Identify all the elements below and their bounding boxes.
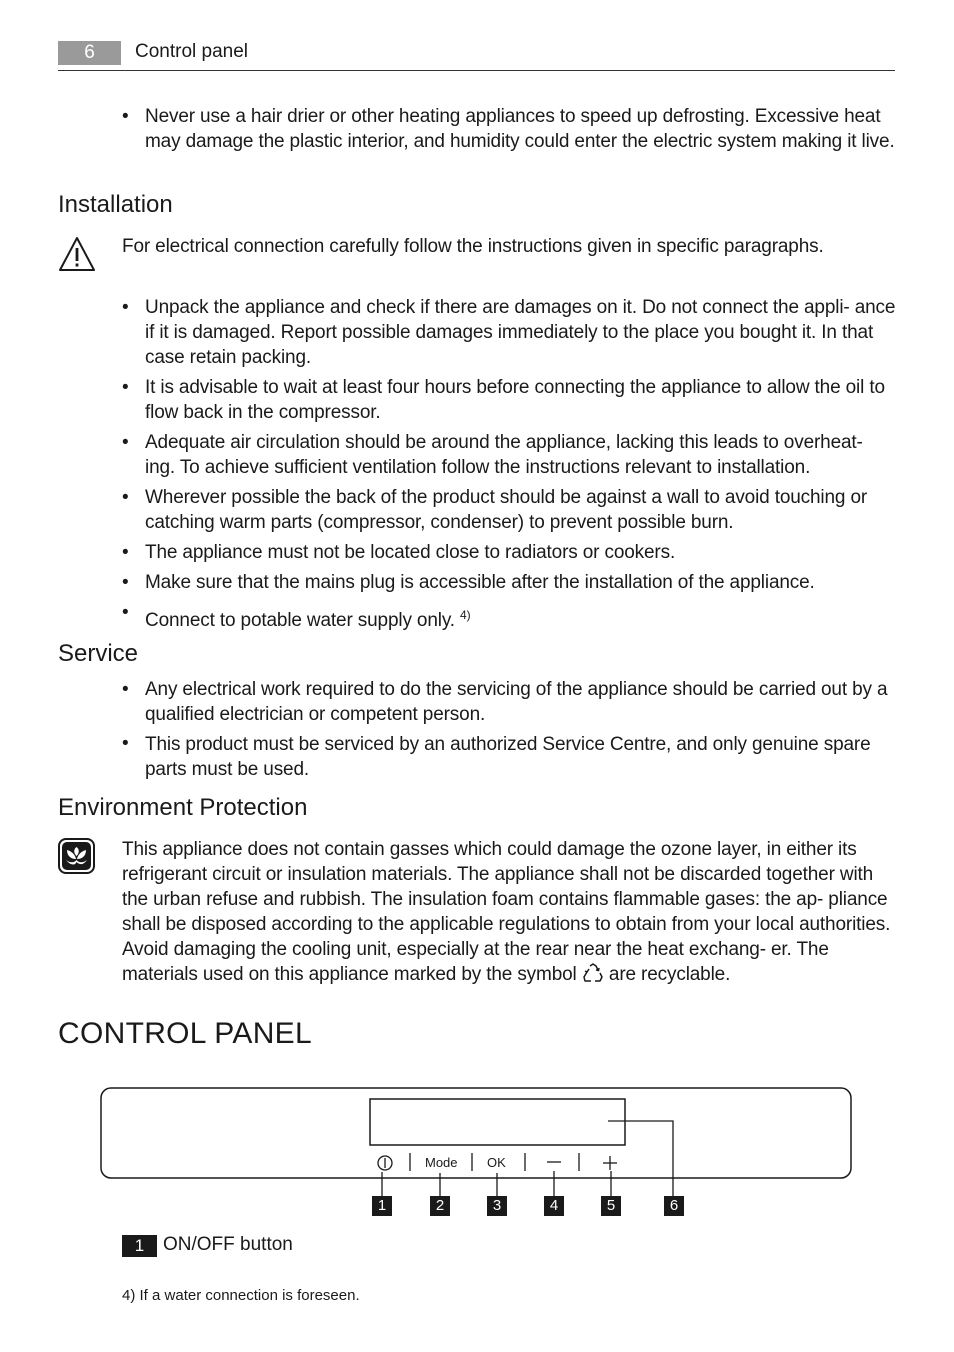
mode-button-label: Mode (425, 1155, 458, 1170)
legend-number: 1 (122, 1235, 157, 1257)
environment-heading: Environment Protection (58, 794, 308, 821)
installation-item: The appliance must not be located close to radiators or cookers. (145, 542, 676, 563)
callout-number: 2 (430, 1196, 450, 1216)
installation-item: Make sure that the mains plug is accessible after the installation of the appliance. (145, 572, 815, 593)
callout-number: 3 (487, 1196, 507, 1216)
service-heading: Service (58, 640, 139, 667)
bullet-marker: • (122, 679, 129, 700)
bullet-marker: • (122, 377, 129, 398)
installation-item-text: Connect to potable water supply only. (145, 610, 455, 631)
installation-item: Wherever possible the back of the product should be against a wall to avoid touching or catching warm parts (compressor, condenser) to prevent possible burn. (145, 487, 868, 533)
control-panel-outline (101, 1088, 851, 1178)
service-item: Any electrical work required to do the servicing of the appliance should be carried out by a qualified electrician or competent person. (145, 679, 888, 725)
callout-number: 1 (372, 1196, 392, 1216)
callout-number: 6 (664, 1196, 684, 1216)
bullet-marker: • (122, 572, 129, 593)
page-number-tab: 6 (58, 41, 121, 65)
callout-number: 4 (544, 1196, 564, 1216)
bullet-marker: • (122, 106, 129, 127)
display-window (370, 1099, 625, 1145)
bullet-marker: • (122, 733, 129, 754)
intro-bullet-text: Never use a hair drier or other heating appliances to speed up defrosting. Excessive heat may damage the plastic interior, and humidity could enter the electric system making it live. (145, 106, 895, 152)
installation-item: It is advisable to wait at least four hours before connecting the appliance to allow the oil to flow back in the compressor. (145, 377, 885, 423)
bullet-marker: • (122, 432, 129, 453)
installation-heading: Installation (58, 191, 173, 218)
footnote-reference: 4) (460, 608, 471, 622)
footnote: 4) If a water connection is foreseen. (122, 1287, 360, 1304)
callout-number: 5 (601, 1196, 621, 1216)
plus-icon (603, 1156, 617, 1170)
service-item: This product must be serviced by an authorized Service Centre, and only genuine spare parts must be used. (145, 734, 871, 780)
power-icon (378, 1156, 392, 1170)
ok-button-label: OK (487, 1155, 506, 1170)
legend-label: ON/OFF button (163, 1234, 293, 1255)
bullet-marker: • (122, 542, 129, 563)
bullet-marker: • (122, 487, 129, 508)
running-header-title: Control panel (135, 41, 249, 62)
installation-warning-text: For electrical connection carefully follow the instructions given in specific paragraphs. (122, 236, 824, 257)
bullet-marker: • (122, 297, 129, 318)
bullet-marker: • (122, 602, 129, 623)
control-panel-heading: CONTROL PANEL (58, 1017, 312, 1050)
installation-item: Adequate air circulation should be around the appliance, lacking this leads to overheat- ing. To achieve sufficient ventilation follow the instructions relevant to installation. (145, 432, 863, 478)
installation-item: Unpack the appliance and check if there are damages on it. Do not connect the appli- ance if it is damaged. Report possible damages immediately to the place you bought it. In that case retain packing. (145, 297, 896, 368)
environment-text-body: This appliance does not contain gasses which could damage the ozone layer, in either its refrigerant circuit or insulation materials. The appliance shall not be discarded together with the urban refuse and rubbish. The insulation foam contains flammable gases: the ap- pliance shall be disposed according to the applicable regulations to obtain from your local authorities. Avoid damaging the cooling unit, especially at the rear near the heat exchang- er. The materials used on this appliance marked by the symbol (122, 839, 891, 985)
environment-text-end: are recyclable. (608, 964, 731, 985)
